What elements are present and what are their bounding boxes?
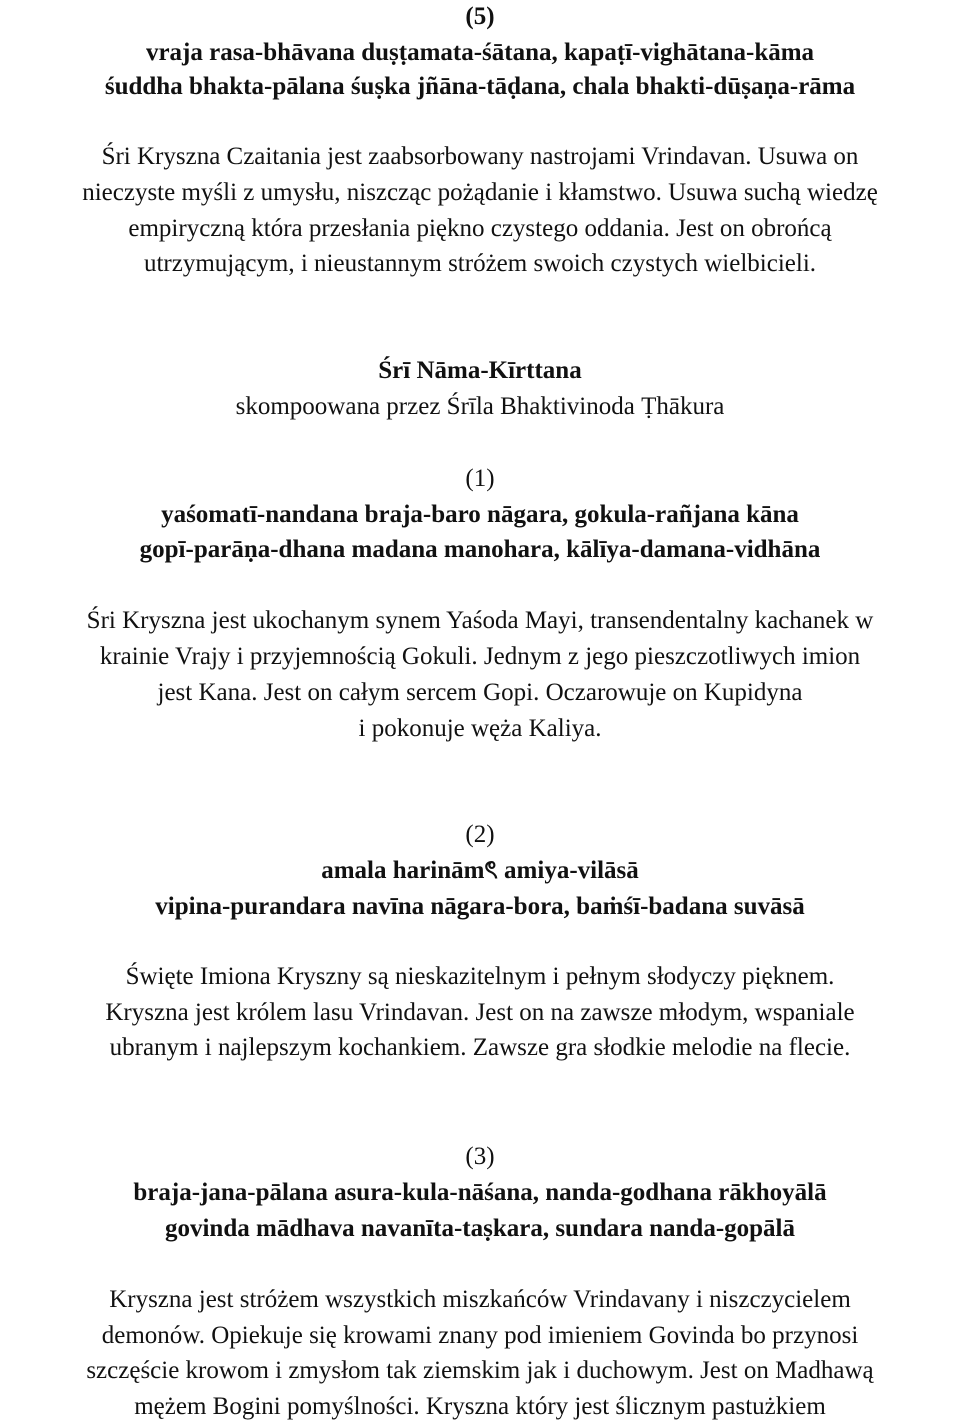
translation-line: mężem Bogini pomyślności. Kryszna który jest ślicznym pastużkiem [134,1393,826,1420]
translation-line: Kryszna jest stróżem wszystkich miszkańców Vrindavany i niszczycielem [109,1286,851,1313]
verse-line: yaśomatī-nandana braja-baro nāgara, gokula-rañjana kāna [161,501,799,528]
translation-line: Święte Imiona Kryszny są nieskazitelnym i pełnym słodyczy pięknem. [125,963,835,990]
verse-line: vraja rasa-bhāvana duṣṭamata-śātana, kapaṭī-vighātana-kāma [145,39,815,66]
verse-number: (1) [465,465,495,492]
translation-line: jest Kana. Jest on całym sercem Gopi. Oczarowuje on Kupidyna [157,679,803,706]
verse-line: vipina-purandara navīna nāgara-bora, baṁśī-badana suvāsā [155,893,805,920]
verse-line: śuddha bhakta-pālana śuṣka jñāna-tāḍana, chala bhakti-dūṣaṇa-rāma [104,73,856,100]
verse-line: govinda mādhava navanīta-taṣkara, sundara nanda-gopālā [164,1215,796,1242]
translation-line: szczęście krowom i zmysłom tak ziemskim jak i duchowym. Jest on Madhawą [86,1357,874,1384]
verse-line: amala harināmৎ amiya-vilāsā [321,857,639,884]
verse-number: (5) [465,3,495,30]
verse-line: gopī-parāṇa-dhana madana manohara, kālīya-damana-vidhāna [139,536,821,563]
verse-line: braja-jana-pālana asura-kula-nāśana, nanda-godhana rākhoyālā [133,1179,827,1206]
song-subtitle: skompoowana przez Śrīla Bhaktivinoda Ṭhākura [235,393,725,420]
translation-line: ubranym i najlepszym kochankiem. Zawsze gra słodkie melodie na flecie. [109,1034,851,1061]
verse-number: (3) [465,1143,495,1170]
translation-line: Kryszna jest królem lasu Vrindavan. Jest on na zawsze młodym, wspaniale [105,999,855,1026]
translation-line: Śri Kryszna Czaitania jest zaabsorbowany nastrojami Vrindavan. Usuwa on [101,143,859,170]
translation-line: i pokonuje węża Kaliya. [358,715,602,742]
song-title: Śrī Nāma-Kīrttana [378,357,582,384]
translation-line: Śri Kryszna jest ukochanym synem Yaśoda Mayi, transendentalny kachanek w [86,607,874,634]
translation-line: utrzymującym, i nieustannym stróżem swoich czystych wielbicieli. [143,250,817,277]
translation-line: demonów. Opiekuje się krowami znany pod imieniem Govinda bo przynosi [101,1322,859,1349]
translation-line: empiryczną która przesłania piękno czystego oddania. Jest on obrońcą [128,215,832,242]
translation-line: krainie Vrajy i przyjemnością Gokuli. Jednym z jego pieszczotliwych imion [99,643,861,670]
verse-number: (2) [465,821,495,848]
translation-line: nieczyste myśli z umysłu, niszcząc pożądanie i kłamstwo. Usuwa suchą wiedzę [82,179,878,206]
